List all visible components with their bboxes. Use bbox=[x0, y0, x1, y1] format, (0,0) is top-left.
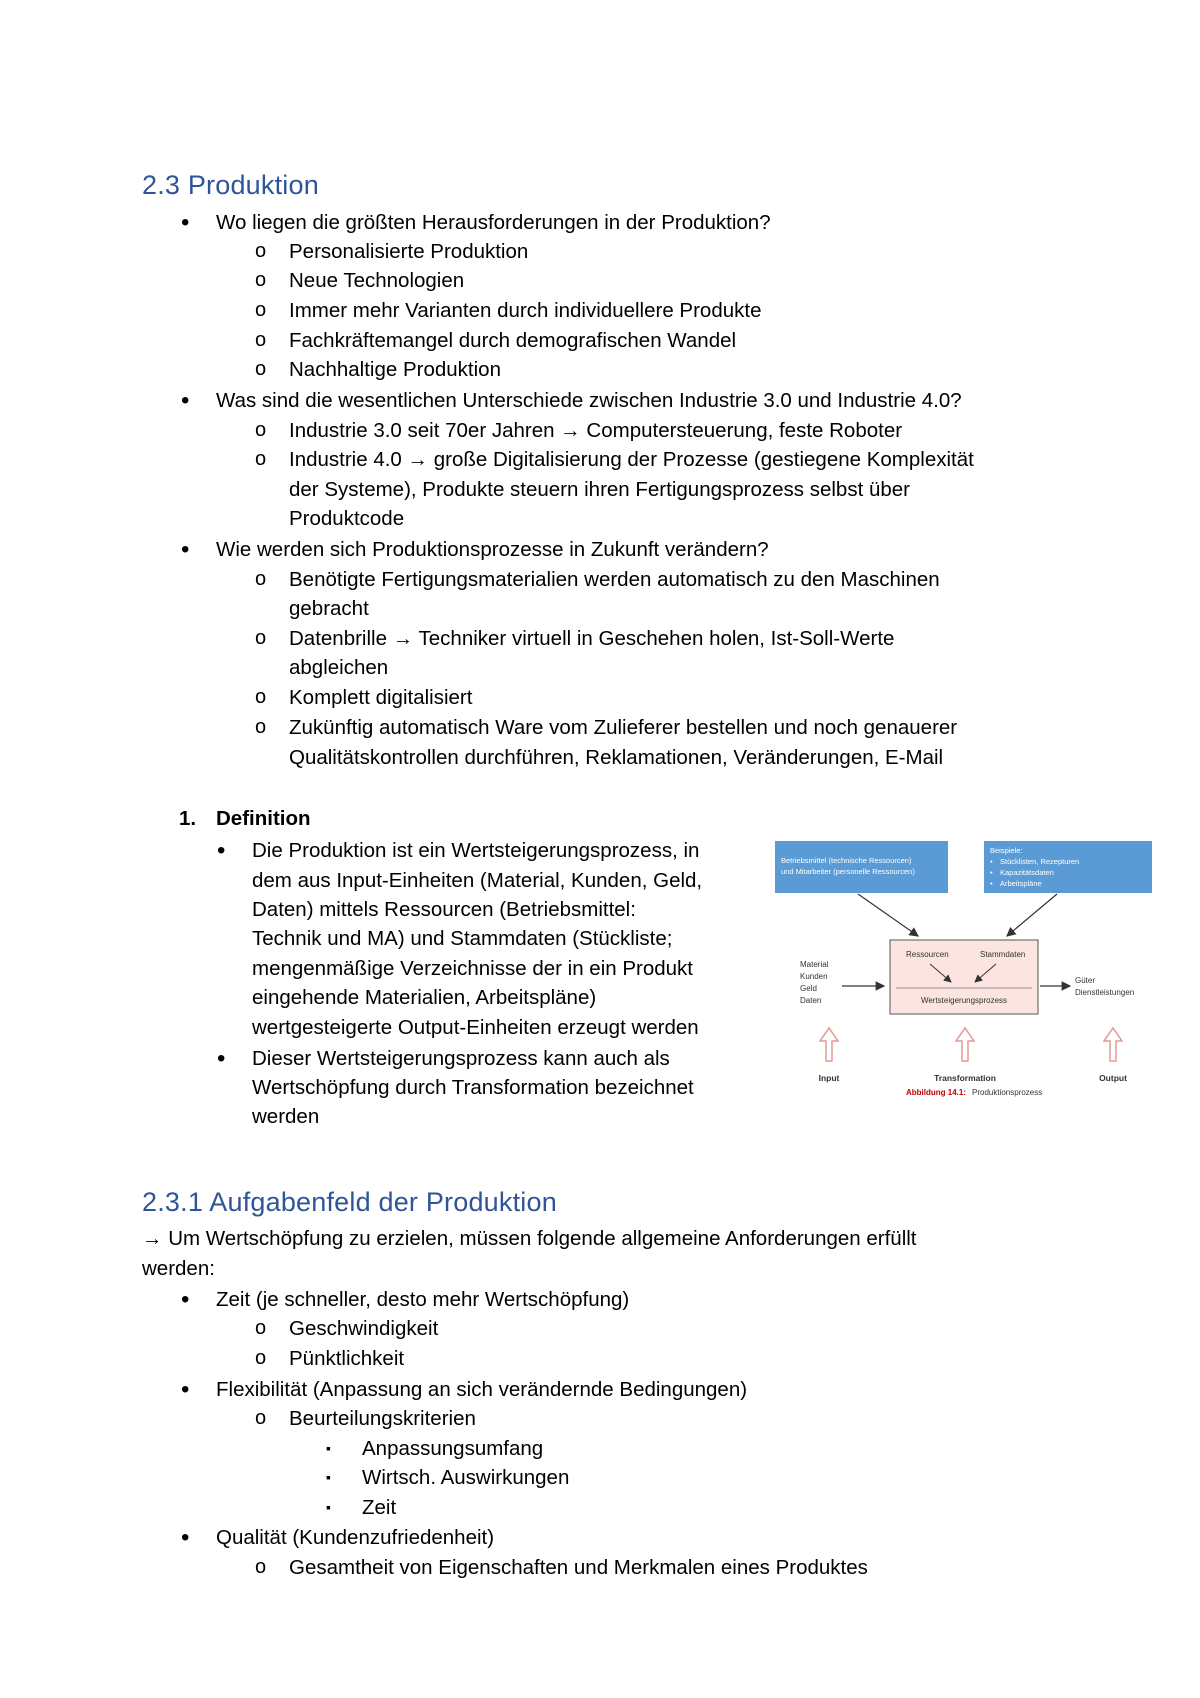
requirement-zeit: Zeit (je schneller, desto mehr Wertschöpfung) bbox=[216, 1288, 630, 1311]
input-item: Kunden bbox=[800, 972, 828, 981]
square-marker: ▪ bbox=[326, 1499, 331, 1515]
list-item: Datenbrille → Techniker virtuell in Geschehen holen, Ist-Soll-Werte bbox=[289, 627, 895, 650]
arrow-resources bbox=[858, 894, 918, 936]
circle-marker: o bbox=[255, 1347, 267, 1369]
circle-marker: o bbox=[255, 419, 267, 441]
resources-box-line1: Betriebsmittel (technische Ressourcen) bbox=[781, 856, 912, 865]
bullet-marker: • bbox=[181, 387, 190, 414]
definition-text: mengenmäßige Verzeichnisse der in ein Produkt bbox=[252, 957, 693, 980]
circle-marker: o bbox=[255, 299, 267, 321]
definition-text: Daten) mittels Ressourcen (Betriebsmittel: bbox=[252, 898, 636, 921]
up-arrow-input bbox=[820, 1028, 838, 1061]
definition-text: eingehende Materialien, Arbeitspläne) bbox=[252, 986, 597, 1009]
intro-text-continuation: werden: bbox=[142, 1257, 215, 1280]
intro-text: → Um Wertschöpfung zu erzielen, müssen folgende allgemeine Anforderungen erfüllt bbox=[142, 1227, 917, 1250]
list-item: Fachkräftemangel durch demografischen Wandel bbox=[289, 329, 737, 352]
circle-marker: o bbox=[255, 1556, 267, 1578]
bullet-marker: • bbox=[217, 837, 226, 864]
definition-heading: Definition bbox=[216, 807, 311, 830]
up-arrow-output bbox=[1104, 1028, 1122, 1061]
list-item: Pünktlichkeit bbox=[289, 1347, 405, 1370]
list-item: Neue Technologien bbox=[289, 269, 465, 292]
figure-caption-text: Produktionsprozess bbox=[972, 1088, 1043, 1097]
list-item: Benötigte Fertigungsmaterialien werden automatisch zu den Maschinen bbox=[289, 568, 940, 591]
circle-marker: o bbox=[255, 686, 267, 708]
examples-item: Stücklisten, Rezepturen bbox=[1000, 857, 1080, 866]
circle-marker: o bbox=[255, 329, 267, 351]
circle-marker: o bbox=[255, 358, 267, 380]
stammdaten-label: Stammdaten bbox=[980, 950, 1026, 959]
ressourcen-label: Ressourcen bbox=[906, 950, 949, 959]
list-item: Nachhaltige Produktion bbox=[289, 358, 501, 381]
definition-text: wertgesteigerte Output-Einheiten erzeugt werden bbox=[252, 1016, 699, 1039]
sub-list-item: Anpassungsumfang bbox=[362, 1437, 544, 1460]
bullet-marker: • bbox=[181, 536, 190, 563]
requirement-flexibilitaet: Flexibilität (Anpassung an sich verändernde Bedingungen) bbox=[216, 1378, 748, 1401]
figure-caption-prefix: Abbildung 14.1: bbox=[906, 1088, 966, 1097]
circle-marker: o bbox=[255, 1407, 267, 1429]
input-label: Input bbox=[818, 1073, 840, 1083]
circle-marker: o bbox=[255, 1317, 267, 1339]
examples-bullet: • bbox=[990, 857, 993, 866]
transformation-label: Transformation bbox=[934, 1073, 996, 1083]
production-process-diagram bbox=[770, 836, 1160, 1116]
circle-marker: o bbox=[255, 716, 267, 738]
examples-item: Kapazitätsdaten bbox=[1000, 868, 1054, 877]
list-item: Immer mehr Varianten durch individuellere Produkte bbox=[289, 299, 762, 322]
output-item: Güter bbox=[1075, 976, 1096, 985]
up-arrow-transformation bbox=[956, 1028, 974, 1061]
definition-text: dem aus Input-Einheiten (Material, Kunden, Geld, bbox=[252, 869, 703, 892]
list-item: Geschwindigkeit bbox=[289, 1317, 439, 1340]
circle-marker: o bbox=[255, 269, 267, 291]
list-item: Industrie 4.0 → große Digitalisierung der Prozesse (gestiegene Komplexität bbox=[289, 448, 974, 471]
examples-bullet: • bbox=[990, 879, 993, 888]
input-item: Daten bbox=[800, 996, 822, 1005]
section-heading-produktion: 2.3 Produktion bbox=[142, 170, 319, 200]
definition-text: Technik und MA) und Stammdaten (Stückliste; bbox=[252, 927, 673, 950]
bullet-marker: • bbox=[181, 1524, 190, 1551]
definition-text: Wertschöpfung durch Transformation bezeichnet bbox=[252, 1076, 694, 1099]
circle-marker: o bbox=[255, 240, 267, 262]
list-item: Zukünftig automatisch Ware vom Zulieferer bestellen und noch genauerer bbox=[289, 716, 958, 739]
input-item: Material bbox=[800, 960, 829, 969]
circle-marker: o bbox=[255, 568, 267, 590]
bullet-marker: • bbox=[181, 209, 190, 236]
list-item-continuation: Qualitätskontrollen durchführen, Reklamationen, Veränderungen, E-Mail bbox=[289, 746, 944, 769]
definition-text: Die Produktion ist ein Wertsteigerungsprozess, in bbox=[252, 839, 700, 862]
circle-marker: o bbox=[255, 627, 267, 649]
list-item: Komplett digitalisiert bbox=[289, 686, 473, 709]
list-item: Beurteilungskriterien bbox=[289, 1407, 476, 1430]
question-future: Wie werden sich Produktionsprozesse in Zukunft verändern? bbox=[216, 538, 769, 561]
list-item: Personalisierte Produktion bbox=[289, 240, 529, 263]
question-industrie: Was sind die wesentlichen Unterschiede zwischen Industrie 3.0 und Industrie 4.0? bbox=[216, 389, 962, 412]
list-item: Industrie 3.0 seit 70er Jahren → Computersteuerung, feste Roboter bbox=[289, 419, 903, 442]
output-item: Dienstleistungen bbox=[1075, 988, 1135, 997]
input-item: Geld bbox=[800, 984, 817, 993]
requirement-qualitaet: Qualität (Kundenzufriedenheit) bbox=[216, 1526, 495, 1549]
resources-box-line2: und Mitarbeiter (personelle Ressourcen) bbox=[781, 867, 915, 876]
list-item-continuation: gebracht bbox=[289, 597, 369, 620]
section-heading-aufgabenfeld: 2.3.1 Aufgabenfeld der Produktion bbox=[142, 1187, 557, 1217]
list-item-continuation: Produktcode bbox=[289, 507, 405, 530]
sub-list-item: Wirtsch. Auswirkungen bbox=[362, 1466, 570, 1489]
square-marker: ▪ bbox=[326, 1440, 331, 1456]
definition-number: 1. bbox=[179, 807, 197, 830]
examples-bullet: • bbox=[990, 868, 993, 877]
list-item-continuation: der Systeme), Produkte steuern ihren Fertigungsprozess selbst über bbox=[289, 478, 910, 501]
sub-list-item: Zeit bbox=[362, 1496, 397, 1519]
bullet-marker: • bbox=[217, 1045, 226, 1072]
examples-title: Beispiele: bbox=[990, 846, 1023, 855]
definition-text: Dieser Wertsteigerungsprozess kann auch als bbox=[252, 1047, 670, 1070]
list-item-continuation: abgleichen bbox=[289, 656, 389, 679]
square-marker: ▪ bbox=[326, 1469, 331, 1485]
bullet-marker: • bbox=[181, 1286, 190, 1313]
output-label: Output bbox=[1099, 1073, 1127, 1083]
arrow-stammdaten bbox=[1007, 894, 1057, 936]
definition-text: werden bbox=[252, 1105, 320, 1128]
list-item: Gesamtheit von Eigenschaften und Merkmalen eines Produktes bbox=[289, 1556, 868, 1579]
circle-marker: o bbox=[255, 448, 267, 470]
bullet-marker: • bbox=[181, 1376, 190, 1403]
examples-item: Arbeitspläne bbox=[1000, 879, 1042, 888]
process-label: Wertsteigerungsprozess bbox=[920, 996, 1008, 1005]
question-challenges: Wo liegen die größten Herausforderungen in der Produktion? bbox=[216, 211, 771, 234]
